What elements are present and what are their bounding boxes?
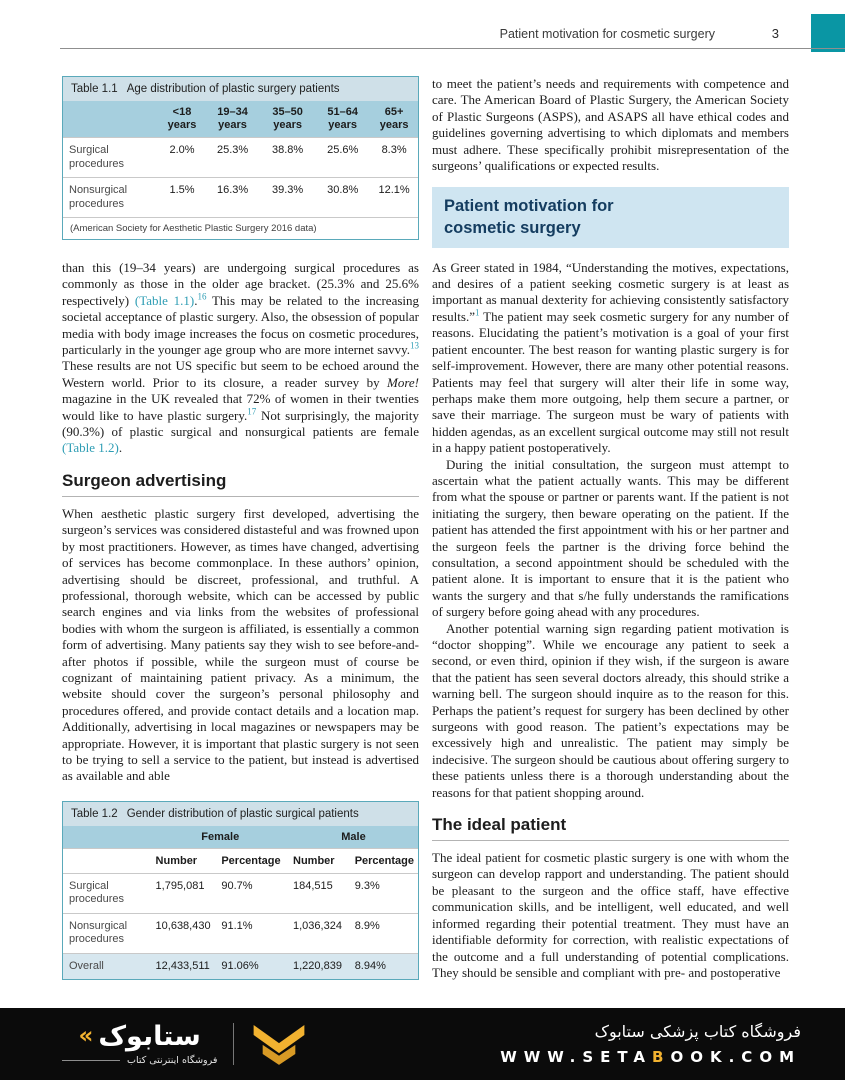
table-subheader-row [63,848,418,873]
url-suffix: OOK.COM [670,1048,801,1066]
cell: 10,638,430 [152,913,218,953]
header-cell: Number [289,848,351,873]
brand-name [78,1020,201,1052]
section-heading-line2: cosmetic surgery [444,218,581,237]
cell: 2.0% [159,138,205,178]
section-heading-box [432,187,789,247]
cell: 8.3% [370,138,418,178]
cell: 25.6% [315,138,370,178]
row-label: Nonsurgical procedures [63,913,152,953]
cell: 9.3% [351,873,418,913]
cell: 12.1% [370,178,418,218]
row-label: Overall [63,953,152,979]
heading-ideal-patient: The ideal patient [432,815,789,841]
cell: 38.8% [260,138,315,178]
header-cell: Number [152,848,218,873]
setabook-footer [0,1008,845,1080]
header-cell: 35–50 years [260,101,315,138]
header-cell: <18 years [159,101,205,138]
paragraph: Another potential warning sign regarding patient motivation is “doctor shopping”. While we encourage any patient to seek a second, or even third, opinion if they wish, if the surgeon is aware that the patient has seen several doctors already, this should strike a warning bell. The surgeon should inquire as to the reason for this. Perhaps the patient’s request for surgery has been declined by other surgeons with good reason. The patient’s expectations may be excessively high and unrealistic. The patient may simply be indecisive. The surgeon should be cautious about offering surgery to these patients unless there is a thorough understanding about the reasons for that patient shopping around. [432,620,789,800]
header-cell-empty [63,848,152,873]
table-1-1 [62,76,419,240]
header-cell: Percentage [217,848,289,873]
setabook-wordmark [62,1020,218,1066]
footer-text-block [500,1022,801,1066]
cell: 25.3% [205,138,260,178]
paragraph: The ideal patient for cosmetic plastic surgery is one with whom the surgeon can develop rapport and understanding. The patient should be pleasant to the surgeon and the office staff, have effective communication skills, and be intelligent, well educated, and well informed regarding their potential treatment. They must have an identifiable deformity for correction, with realistic expectations of the outcome and a full understanding of potential complications. They should be sensible and compliant with pre- and postoperative [432,850,789,980]
paragraph: to meet the patient’s needs and requirements with competence and care. The American Board of Plastic Surgery, the American Society of Plastic Surgeons (ASPS), and ASAPS all have ethical codes and guidelines governing advertising to which diplomats and members must adhere. These specifically prohibit misrepresentation of the surgeons’ qualifications or expected results. [432,76,789,174]
table-row [63,178,418,218]
setabook-emblem-icon [250,1020,308,1068]
table-1-1-title [63,77,418,101]
running-title: Patient motivation for cosmetic surgery [499,27,715,41]
header-cell: 19–34 years [205,101,260,138]
paragraph: than this (19–34 years) are undergoing surgical procedures as commonly as those in the older age bracket. (25.3% and 25.6% respectively) (Table 1.1).$^{16}$ This may be related to the increasing societal acceptance of plastic surgery. Also, the obsession of popular media with body image increases the focus on cosmetic procedures, particularly in the younger age group who are more internet savvy.$^{13}$ These results are not US specific but seem to be echoed around the Western world. Prior to its closure, a reader survey by More! magazine in the UK revealed that 72% of women in their twenties would like to have plastic surgery.$^{17}$ Not surprisingly, the majority (90.3%) of plastic surgical and nonsurgical patients are female (Table 1.2). [62,260,420,456]
divider-line [62,1060,120,1061]
cell: 30.8% [315,178,370,218]
cell: 90.7% [217,873,289,913]
header-accent-block [811,14,845,52]
row-label: Surgical procedures [63,873,152,913]
brand-name-text: ستابوک [98,1020,201,1052]
right-column [432,70,789,981]
cell: 39.3% [260,178,315,218]
cell: 1,220,839 [289,953,351,979]
brand-subtitle-text: فروشگاه اینترنتی کتاب [127,1054,218,1066]
header-rule [60,48,845,49]
guillemet-icon: « [78,1022,94,1049]
cell: 16.3% [205,178,260,218]
cell: 8.94% [351,953,418,979]
table-group-header-row [63,826,418,849]
cell: 1,036,324 [289,913,351,953]
table-1-1-footnote: (American Society for Aesthetic Plastic Surgery 2016 data) [63,217,418,239]
vertical-divider [233,1023,234,1065]
cell: 91.1% [217,913,289,953]
table-label: Table 1.1 [71,83,118,95]
cell: 184,515 [289,873,351,913]
paragraph: During the initial consultation, the surgeon must attempt to ascertain what the patient actually wants. This may be different from what the spouse or partner or parents want. If the patient is not initiating the surgery, then beware operating on the patient. If the patient has attended the first appointment with his or her partner and the surgeon feels the partner is the driving force behind the consultation, a second appointment should be scheduled with the patient alone. It is important to ensure that it is the patient who wants the surgery and that s/he fully understands the ramifications of surgery before going ahead with any procedures. [432,456,789,620]
table-row [63,138,418,178]
heading-surgeon-advertising: Surgeon advertising [62,471,419,497]
url-highlight: B [652,1048,671,1066]
brand-subtitle [62,1055,217,1066]
paragraph: When aesthetic plastic surgery first developed, advertising the surgeon’s services was considered distasteful and was frowned upon by most practitioners. However, as times have changed, advertising of services has become commonplace. In these authors’ opinion, advertising should be discreet, professional, and truthful. A professional, thorough website, which can be accessed by public search engines and via links from the websites of professional bodies with whom the surgeon is affiliated, is essentially a common form of advertising. Many patients say they wish to see before-and-after photos if possible, while the surgeon must of course be cognizant of maintaining patient privacy. As a minimum, the website should cover the surgeon’s personal philosophy and procedures offered, and provide contact details and a location map. Additionally, advertising in local magazines or newspapers may be appropriate. However, it is important that plastic surgery is not seen to be trying to sell a service to the patient, but instead is advertised as available and able [62,505,419,784]
setabook-logo [62,1020,308,1068]
section-heading-line1: Patient motivation for [444,197,614,216]
table-title-text: Gender distribution of plastic surgical patients [126,807,359,820]
table-title-text: Age distribution of plastic surgery patients [126,83,340,95]
page-number: 3 [771,26,779,41]
table-row [63,873,418,913]
cell: 91.06% [217,953,289,979]
table-1-2-title [63,802,418,826]
setabook-url[interactable] [500,1048,801,1066]
header-cell-empty [63,826,152,849]
cell: 1,795,081 [152,873,218,913]
row-label: Nonsurgical procedures [63,178,159,218]
header-cell-female: Female [152,826,289,849]
table-row [63,913,418,953]
cell: 8.9% [351,913,418,953]
header-cell: Percentage [351,848,418,873]
left-column [62,70,419,980]
table-row-overall [63,953,418,979]
table-label: Table 1.2 [71,807,118,820]
cell: 12,433,511 [152,953,218,979]
footer-tagline: فروشگاه کتاب پزشکی ستابوک [594,1022,801,1041]
table-header-row [63,101,418,138]
header-cell-male: Male [289,826,418,849]
row-label: Surgical procedures [63,138,159,178]
header-cell: 65+ years [370,101,418,138]
table-1-2 [62,801,419,981]
url-prefix: WWW.SETA [500,1048,653,1066]
cell: 1.5% [159,178,205,218]
header-cell: 51–64 years [315,101,370,138]
page-header [60,0,845,50]
paragraph: As Greer stated in 1984, “Understanding the motives, expectations, and desires of a patient seeking cosmetic surgery is at least as important as manual dexterity for achieving consistently satisfactory results.”$^1$ The patient may seek cosmetic surgery for any number of reasons. Elucidating the patient’s motivation is a goal of your first patient encounter. The best reason for wanting plastic surgery is for self-improvement. However, there are many other potential reasons. Patients may feel that surgery will alter their life in some way, perhaps make them more outgoing, help them secure a partner, or save their marriage. The surgeon must be wary of patients with hidden agendas, as an excellent surgical outcome may still not result in a happy patient postoperatively. [432,259,789,456]
header-cell-empty [63,101,159,138]
